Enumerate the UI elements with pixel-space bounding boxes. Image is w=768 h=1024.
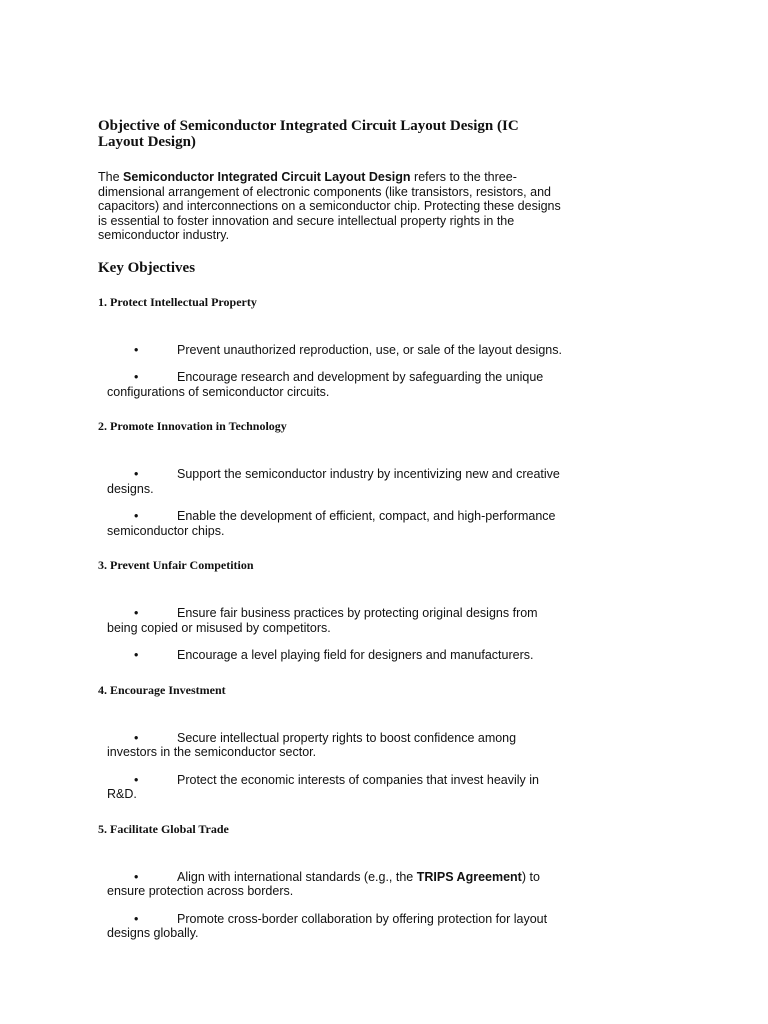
intro-lead: The [98, 170, 124, 184]
objective-section [98, 295, 568, 400]
bullet-text: Encourage research and development by safeguarding the unique configurations of semiconductor circuits. [107, 370, 544, 399]
bullet-dot-icon: • [134, 370, 139, 384]
bullet-text: Secure intellectual property rights to boost confidence among investors in the semiconductor sector. [107, 730, 517, 759]
bullet-item [98, 343, 568, 358]
objectives-list [98, 295, 568, 941]
bullet-text: ) to ensure protection across borders. [107, 869, 540, 898]
objective-section [98, 558, 568, 663]
bullet-text: Encourage a level playing field for designers and manufacturers. [177, 648, 534, 662]
bullet-item [98, 773, 568, 802]
objective-bullet-list [98, 343, 568, 400]
bullet-item [98, 370, 568, 399]
bullet-dot-icon: • [134, 467, 139, 481]
bullet-text: Enable the development of efficient, compact, and high-performance semiconductor chips. [107, 509, 556, 538]
bullet-item [98, 509, 568, 538]
bullet-item [98, 467, 568, 496]
objective-heading: 1. Protect Intellectual Property [98, 294, 257, 309]
intro-bold-term: Semiconductor Integrated Circuit Layout Design [123, 170, 411, 184]
objective-section [98, 419, 568, 538]
intro-paragraph [98, 170, 568, 243]
bullet-text: Align with international standards (e.g., the [177, 869, 417, 884]
bullet-dot-icon: • [134, 772, 139, 787]
section-title: Key Objectives [98, 259, 196, 276]
document-page [98, 118, 568, 941]
bullet-text: Prevent unauthorized reproduction, use, or sale of the layout designs. [177, 342, 562, 357]
bullet-item [98, 606, 568, 635]
bullet-dot-icon: • [134, 509, 139, 523]
bullet-dot-icon: • [134, 730, 139, 745]
bullet-text: Ensure fair business practices by protecting original designs from being copied or misused by competitors. [107, 606, 538, 635]
objective-section [98, 822, 568, 941]
bullet-item [98, 870, 568, 899]
bullet-text: Promote cross-border collaboration by offering protection for layout designs globally. [107, 911, 548, 940]
bullet-text: Protect the economic interests of companies that invest heavily in R&D. [107, 772, 539, 801]
objective-bullet-list [98, 606, 568, 663]
objective-heading: 5. Facilitate Global Trade [98, 821, 229, 836]
bullet-dot-icon: • [134, 911, 139, 926]
objective-heading: 4. Encourage Investment [98, 682, 226, 697]
bullet-item [98, 731, 568, 760]
objective-section [98, 683, 568, 802]
bullet-dot-icon: • [134, 648, 139, 662]
bullet-bold-term: TRIPS Agreement [416, 869, 522, 884]
intro-rest: refers to the three-dimensional arrangement of electronic components (like transistors, resistors, and capacitors) and interconnections on a semiconductor chip. Protecting these designs is essential to foster innovation and secure intellectual property rights in the semiconductor industry. [98, 170, 561, 242]
bullet-text: Support the semiconductor industry by incentivizing new and creative designs. [107, 467, 560, 496]
bullet-dot-icon: • [134, 342, 139, 357]
bullet-dot-icon: • [134, 606, 139, 620]
bullet-item [98, 648, 568, 663]
document-title: Objective of Semiconductor Integrated Circuit Layout Design (IC Layout Design) [98, 118, 519, 150]
objective-bullet-list [98, 870, 568, 941]
objective-bullet-list [98, 731, 568, 802]
bullet-item [98, 912, 568, 941]
objective-heading: 3. Prevent Unfair Competition [98, 558, 254, 572]
objective-bullet-list [98, 467, 568, 538]
bullet-dot-icon: • [134, 869, 139, 884]
objective-heading: 2. Promote Innovation in Technology [98, 419, 287, 433]
